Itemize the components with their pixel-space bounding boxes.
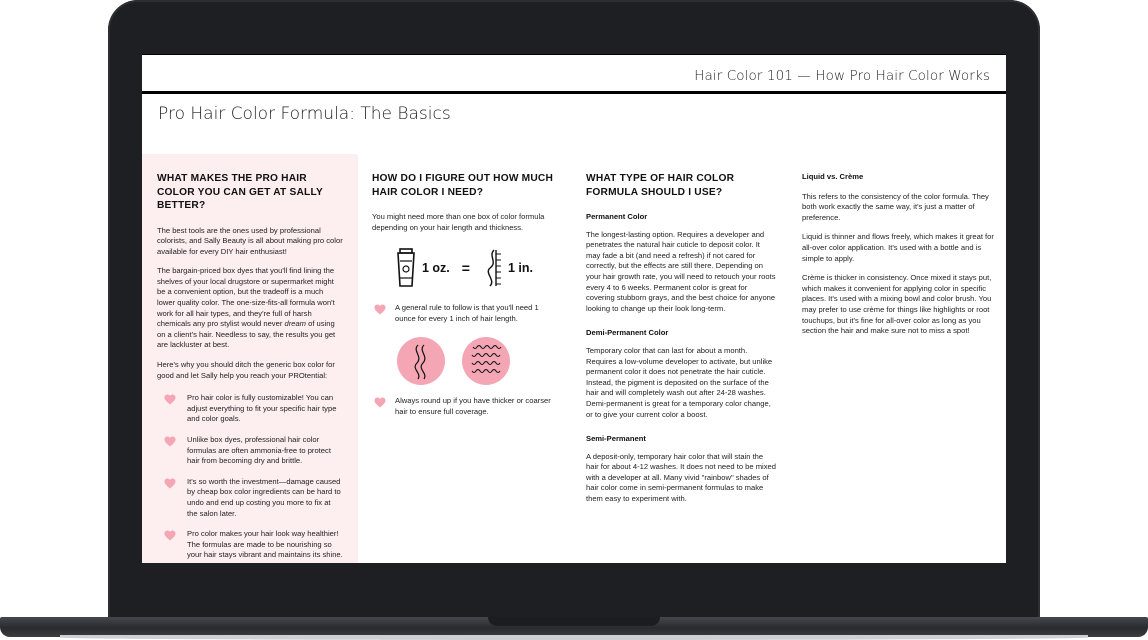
heart-icon — [164, 478, 176, 489]
list-item — [372, 303, 558, 324]
tube-icon — [396, 248, 416, 288]
heart-icon — [374, 304, 386, 315]
ruler-icon — [480, 248, 502, 288]
column-liquid-vs-creme — [802, 154, 994, 346]
laptop-notch — [488, 617, 660, 626]
formula-graphic — [396, 245, 558, 291]
screen — [142, 54, 1006, 563]
list-item — [157, 435, 343, 467]
heart-icon — [164, 530, 176, 541]
bullet-text: A general rule to follow is that you'll need 1 ounce for every 1 inch of hair length. — [395, 303, 539, 323]
formula-left: 1 oz. — [422, 260, 450, 275]
header-title: Hair Color 101 — How Pro Hair Color Works — [694, 68, 990, 84]
top-rule — [142, 54, 1006, 55]
laptop-shadow — [60, 635, 1088, 640]
col1-heading: WHAT MAKES THE PRO HAIR COLOR YOU CAN GET AT SALLY BETTER? — [157, 173, 323, 211]
wavy-hair-icon — [396, 336, 446, 386]
col4-paragraph-2: Liquid is thinner and flows freely, which makes it great for all-over color application. It's used with a bottle and is simple to apply. — [802, 232, 994, 263]
curly-hair-icon — [461, 336, 511, 386]
page-title: Pro Hair Color Formula: The Basics — [158, 104, 451, 124]
col1-p2-start: The bargain-priced box dyes that you'll find lining the shelves of your local drugstore or supermarket might be a convenient option, but the tradeoff is a much lower quality color. The one-size-fits-all formula won't work for all hair types, and they're full of harsh chemicals any pro stylist would never — [157, 266, 335, 329]
column-sally-better — [142, 154, 358, 563]
col4-paragraph-3: Crème is thicker in consistency. Once mixed it stays put, which makes it convenient for applying color in specific places. It's used with a mixing bowl and color brush. You may prefer to use crème for things like highlights or root touchups, but it's fine for all-over color as long as you section the hair and make sure not to miss a spot! — [802, 273, 992, 336]
bullet-text: Unlike box dyes, professional hair color formulas are often ammonia-free to protect hair from becoming dry and brittle. — [187, 435, 331, 466]
col1-paragraph-2 — [157, 266, 343, 351]
list-item — [157, 529, 343, 561]
list-item — [157, 477, 343, 519]
permanent-color-title: Permanent Color — [586, 212, 648, 221]
col1-paragraph-1: The best tools are the ones used by professional colorists, and Sally Beauty is all about making pro color available for every DIY hair enthusiast! — [157, 225, 343, 256]
demi-permanent-title: Demi-Permanent Color — [586, 328, 669, 338]
col2-heading: HOW DO I FIGURE OUT HOW MUCH HAIR COLOR I NEED? — [372, 173, 554, 198]
bullet-text: It's so worth the investment—damage caused by cheap box color ingredients can be hard to undo and end up costing you more to fix at the salon later. — [187, 476, 341, 518]
bullet-text: Pro color makes your hair look way healthier! The formulas are made to be nourishing so your hair stays vibrant and maintains its shine. — [187, 529, 343, 560]
column-how-much — [372, 154, 558, 428]
col1-p2-emphasis: dream — [284, 319, 306, 329]
hair-type-icons — [396, 336, 558, 386]
list-item — [372, 396, 558, 417]
demi-permanent-body: Temporary color that can last for about a month. Requires a low-volume developer to activate, but unlike permanent color it does not penetrate the hair cuticle. Instead, the pigment is deposited on the surface of the hair and will completely wash out after 24-28 washes. Demi-permanent is great for a temporary color change, or to give your current color a boost. — [586, 345, 773, 419]
column-formula-types — [586, 154, 776, 514]
liquid-vs-creme-title: Liquid vs. Crème — [802, 172, 864, 181]
col1-p2-end: of using on a client's hair. Needless to say, the results you get are lackluster at best. — [157, 319, 336, 350]
bullet-text: Always round up if you have thicker or coarser hair to ensure full coverage. — [395, 396, 551, 416]
col4-paragraph-1: This refers to the consistency of the color formula. They both work exactly the same way, it's just a matter of preference. — [802, 191, 989, 222]
header-rule — [142, 91, 1006, 94]
list-item — [157, 393, 343, 425]
col2-paragraph-1: You might need more than one box of color formula depending on your hair length and thickness. — [372, 212, 545, 232]
col3-heading: WHAT TYPE OF HAIR COLOR FORMULA SHOULD I USE? — [586, 173, 735, 198]
permanent-color-body: The longest-lasting option. Requires a developer and penetrates the natural hair cuticle to deposit color. It may fade a bit (and need a refresh) if not cared for correctly, but the effects are still there. Depending on your hair growth rate, you will need to retouch your roots every 4 to 6 weeks. Permanent color is great for covering stubborn grays, and the best choice for anyone looking to change up their look long-term. — [586, 229, 776, 313]
semi-permanent-title: Semi-Permanent — [586, 434, 646, 444]
bullet-text: Pro hair color is fully customizable! You can adjust everything to fit your specific hair type and color goals. — [187, 393, 337, 424]
heart-icon — [164, 436, 176, 447]
heart-icon — [374, 397, 386, 408]
semi-permanent-body: A deposit-only, temporary hair color that will stain the hair for about 4-12 washes. It does not need to be mixed with a developer at all. Many vivid "rainbow" shades of hair color come in semi-permanent formulas to make them easy to experiment with. — [586, 451, 776, 504]
heart-icon — [164, 394, 176, 405]
col1-paragraph-3: Here's why you should ditch the generic box color for good and let Sally help you reach your PROtential: — [157, 360, 335, 380]
formula-equals: = — [461, 259, 470, 276]
formula-right: 1 in. — [507, 260, 533, 275]
laptop-base — [0, 617, 1148, 637]
